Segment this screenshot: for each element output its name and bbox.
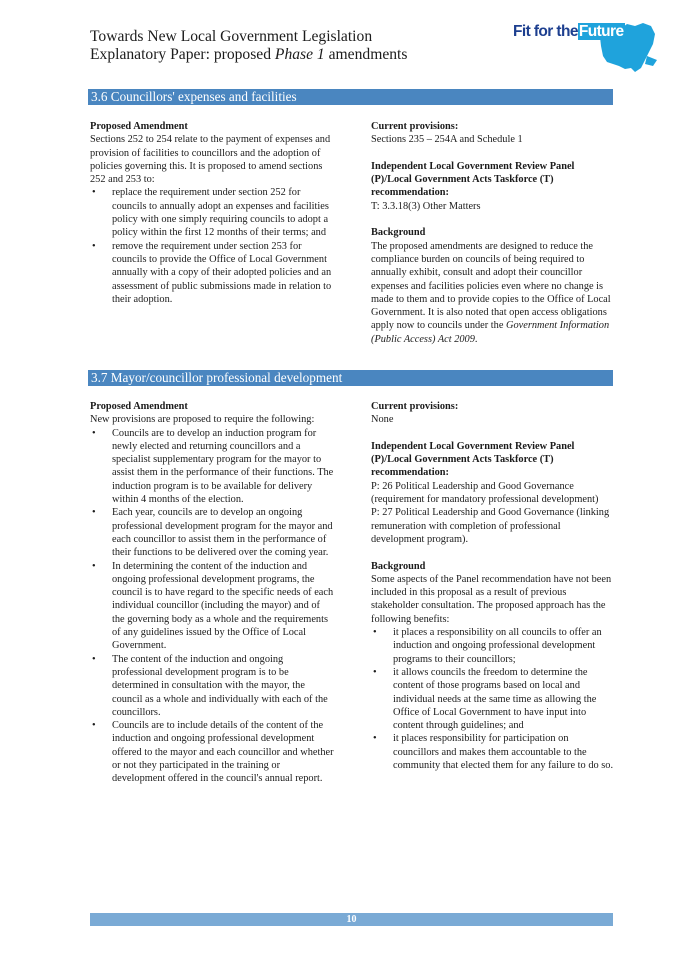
list-item: • it places responsibility for participation on councillors and makes them accountable to the community that elected them for any failure to do so. (371, 732, 614, 772)
fit-for-the-future-logo (513, 22, 659, 74)
list-item: • Each year, councils are to develop an ongoing professional development program for the mayor and each councillor to assist them in the performance of their functions to be delivered over the coming year. (90, 506, 335, 559)
list-item: • Councils are to develop an induction program for newly elected and returning councillors and a specialist supplementary program for the mayor to assist them in the performance of their functions. The induction program is to be available for delivery within 4 months of the election. (90, 427, 335, 507)
section-3-7-right-column (371, 400, 614, 772)
title-line-2-italic: Phase 1 (274, 46, 325, 63)
panel-recommendation-heading: Independent Local Government Review Panel (P)/Local Government Acts Taskforce (T) recommendation: (371, 160, 575, 199)
current-provisions-text: None (371, 414, 394, 426)
list-item: • it places a responsibility on all councils to offer an induction and ongoing professional development programs to their councillors; (371, 626, 614, 666)
document-title (90, 28, 407, 64)
list-item: • replace the requirement under section 252 for councils to annually adopt an expenses and facilities policy with one simply requiring councils to adopt a policy within the first 12 months of their terms; and (90, 186, 335, 239)
title-line-2-suffix: amendments (324, 46, 408, 63)
panel-recommendation-heading: Independent Local Government Review Panel (P)/Local Government Acts Taskforce (T) recommendation: (371, 440, 575, 479)
panel-recommendation-text: T: 3.3.18(3) Other Matters (371, 200, 481, 212)
background-heading: Background (371, 560, 426, 572)
list-item: • In determining the content of the induction and ongoing professional development programs, the council is to have regard to the specific needs of each individual councillor (including the mayor) and of the governing body as a whole and the requirements of any guidelines issued by the Office of Local Government. (90, 560, 335, 653)
background-text-body: The proposed amendments are designed to reduce the compliance burden on councils of being required to annually exhibit, consult and adopt their councillor expenses and facilities policies even where no change is made to them and to provide copies to the Office of Local Government. It is also noted that open access obligations apply now to councils under the (371, 240, 611, 332)
section-3-6-left-column (90, 120, 335, 306)
proposed-amendment-list (90, 186, 335, 306)
list-item: • it allows councils the freedom to determine the content of those programs based on local and individual needs at the same time as allowing the Office of Local Government to have input into content through guidelines; and (371, 666, 614, 732)
proposed-amendment-intro: Sections 252 to 254 relate to the payment of expenses and provision of facilities to councillors and the adoption of policies governing this. It is proposed to amend sections 252 and 253 to: (90, 134, 331, 186)
proposed-amendment-heading: Proposed Amendment (90, 401, 188, 412)
section-3-7-left-column (90, 400, 335, 786)
background-text (371, 240, 614, 346)
section-3-6-heading: 3.6 Councillors' expenses and facilities (88, 89, 613, 105)
proposed-amendment-list (90, 427, 335, 786)
background-text-end: . (474, 333, 478, 345)
current-provisions-heading: Current provisions: (371, 121, 459, 132)
act-title: Government Information (Public Access) Act 2009 (371, 320, 610, 345)
list-item: • The content of the induction and ongoing professional development program is to be determined in consultation with the mayor, the council as a whole and individually with each of the councillors. (90, 653, 335, 719)
title-line-2 (90, 46, 407, 64)
section-3-6-right-column (371, 120, 614, 346)
background-heading: Background (371, 227, 426, 239)
list-item: • Councils are to include details of the content of the induction and ongoing professional development offered to the mayor and each councillor and whether or not they participated in the training or development offered in the council's annual report. (90, 719, 335, 785)
background-text: Some aspects of the Panel recommendation have not been included in this proposal as a result of previous stakeholder consultation. The proposed approach has the following benefits: (371, 573, 612, 625)
proposed-amendment-heading: Proposed Amendment (90, 121, 188, 132)
page-number: 10 (90, 913, 613, 926)
logo-text-fit: Fit for the (513, 23, 578, 40)
list-item: • remove the requirement under section 253 for councils to provide the Office of Local Government annually with a copy of their adopted policies and an assessment of public submissions made in relation to their adoption. (90, 240, 335, 306)
title-line-2-prefix: Explanatory Paper: proposed (90, 46, 275, 63)
logo-wordmark (513, 22, 625, 42)
logo-text-future: Future (578, 23, 624, 40)
section-3-7-heading: 3.7 Mayor/councillor professional development (88, 370, 613, 386)
benefits-list (371, 626, 614, 772)
current-provisions-heading: Current provisions: (371, 401, 459, 412)
title-line-1: Towards New Local Government Legislation (90, 28, 373, 45)
proposed-amendment-intro: New provisions are proposed to require the following: (90, 414, 315, 426)
panel-recommendation-text-1: P: 26 Political Leadership and Good Governance (requirement for mandatory professional development) (371, 480, 599, 506)
current-provisions-text: Sections 235 – 254A and Schedule 1 (371, 134, 523, 146)
panel-recommendation-text-2: P: 27 Political Leadership and Good Governance (linking remuneration with completion of professional development program). (371, 507, 610, 545)
